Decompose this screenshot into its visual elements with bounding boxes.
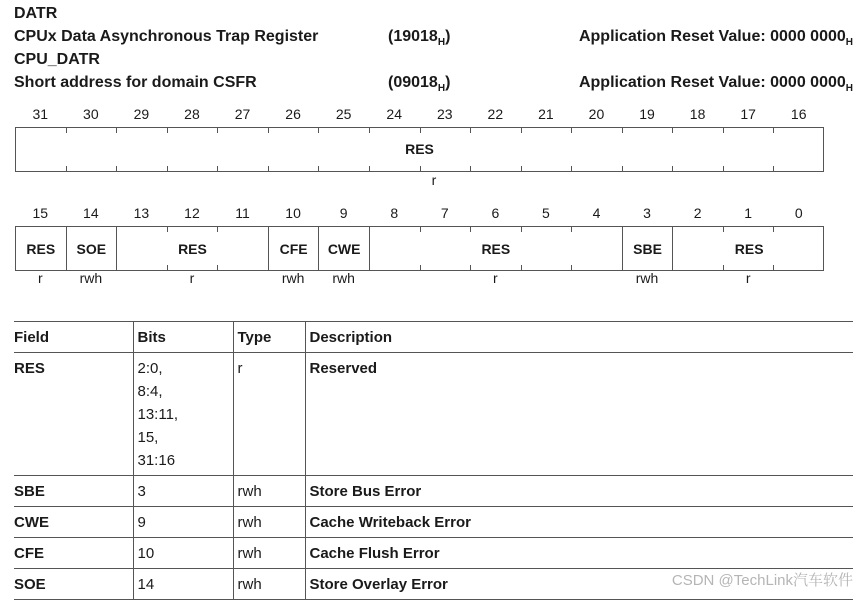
header-description: Description	[305, 322, 853, 353]
bit-number: 15	[32, 205, 49, 221]
bits-range: 10	[137, 545, 155, 562]
bit-tick	[672, 166, 673, 171]
bit-number: 30	[83, 106, 99, 122]
bit-number: 4	[592, 205, 601, 221]
bit-number: 1	[744, 205, 753, 221]
cell-type: rwh	[233, 507, 305, 538]
register-short-name: DATR	[14, 5, 58, 22]
upper-field-res: RES	[405, 141, 434, 157]
bit-number: 24	[386, 106, 402, 122]
bit-number: 11	[235, 205, 250, 221]
bit-tick	[420, 265, 421, 270]
bit-tick	[167, 227, 168, 232]
bit-number: 31	[32, 106, 49, 122]
register-alias-name: CPU_DATR	[14, 51, 100, 68]
field-soe: SOE	[67, 227, 118, 270]
bit-tick	[369, 166, 370, 171]
header-field: Field	[14, 322, 133, 353]
table-row	[14, 476, 853, 507]
bit-number: 29	[133, 106, 150, 122]
cell-description: Cache Flush Error	[305, 538, 853, 569]
bit-tick	[622, 166, 623, 171]
bits-range: 3	[137, 483, 146, 500]
register-address: $(19018_H)$	[388, 28, 451, 49]
field-cwe: CWE	[319, 227, 370, 270]
bit-tick	[773, 166, 774, 171]
bit-number: 12	[184, 205, 200, 221]
bit-number: 9	[339, 205, 348, 221]
bit-tick	[318, 128, 319, 133]
table-row	[14, 507, 853, 538]
cell-type: rwh	[233, 569, 305, 600]
bits-range: 2:0,	[137, 360, 163, 377]
bit-number: 13	[133, 205, 150, 221]
cell-bits	[133, 569, 233, 600]
bit-tick	[420, 227, 421, 232]
bit-tick	[369, 128, 370, 133]
bit-tick	[723, 166, 724, 171]
bit-tick	[571, 227, 572, 232]
bit-tick	[723, 227, 724, 232]
bits-range: 15,	[137, 429, 159, 446]
bit-tick	[420, 128, 421, 133]
bit-tick	[318, 166, 319, 171]
bit-number: 19	[639, 106, 655, 122]
field-access: r	[37, 270, 43, 286]
bit-number: 27	[234, 106, 251, 122]
register-alias-reset-value: Application Reset Value: 0000 $0000_H$	[578, 74, 853, 95]
bit-tick	[571, 265, 572, 270]
header-bits: Bits	[133, 322, 233, 353]
field-access: r	[493, 270, 498, 286]
bits-range: 31:16	[137, 452, 176, 469]
cell-bits	[133, 353, 233, 476]
bit-tick	[521, 227, 522, 232]
bits-range: 13:11,	[137, 406, 179, 423]
bit-tick	[571, 128, 572, 133]
bit-number: 18	[689, 106, 706, 122]
bit-tick	[521, 128, 522, 133]
bit-tick	[773, 227, 774, 232]
bit-tick	[217, 166, 218, 171]
table-row	[14, 538, 853, 569]
lower-register-box	[15, 226, 824, 271]
field-res: RES	[117, 227, 269, 270]
field-access: rwh	[79, 270, 103, 286]
cell-description: Cache Writeback Error	[305, 507, 853, 538]
cell-type: rwh	[233, 476, 305, 507]
bits-range: 8:4,	[137, 383, 163, 400]
field-res: RES	[16, 227, 67, 270]
field-access: rwh	[281, 270, 305, 286]
table-row	[14, 353, 853, 476]
bit-number: 14	[83, 205, 99, 221]
field-res: RES	[370, 227, 623, 270]
table-header-row	[14, 322, 853, 353]
bit-tick	[521, 166, 522, 171]
header-type: Type	[233, 322, 305, 353]
cell-description: Store Overlay Error	[305, 569, 853, 600]
cell-type: rwh	[233, 538, 305, 569]
field-sbe: SBE	[623, 227, 674, 270]
bit-number: 23	[436, 106, 453, 122]
bit-number: 8	[390, 205, 399, 221]
bit-number: 16	[790, 106, 807, 122]
bit-number: 25	[335, 106, 352, 122]
bit-tick	[672, 128, 673, 133]
bit-tick	[268, 128, 269, 133]
cell-bits	[133, 476, 233, 507]
bit-number: 22	[487, 106, 504, 122]
upper-field-access: r	[431, 172, 437, 188]
bit-tick	[217, 227, 218, 232]
bit-tick	[571, 166, 572, 171]
field-table	[14, 321, 853, 600]
bit-number: 0	[794, 205, 803, 221]
bit-tick	[217, 128, 218, 133]
field-cfe: CFE	[269, 227, 320, 270]
bit-tick	[723, 128, 724, 133]
field-res: RES	[734, 240, 764, 257]
bits-range: 9	[137, 514, 146, 531]
bit-number: 7	[440, 205, 449, 221]
register-full-name: CPUx Data Asynchronous Trap Register	[14, 28, 319, 45]
bit-number: 6	[491, 205, 500, 221]
field-access: r	[189, 270, 195, 286]
cell-type: r	[233, 353, 305, 476]
cell-field: SBE	[14, 476, 133, 507]
register-reset-value: Application Reset Value: 0000 $0000_H$	[578, 28, 853, 49]
bit-tick	[773, 128, 774, 133]
upper-register-box	[15, 127, 824, 172]
cell-field: CWE	[14, 507, 133, 538]
cell-description: Reserved	[305, 353, 853, 476]
bit-tick	[268, 166, 269, 171]
bit-number: 3	[643, 205, 651, 221]
bit-number: 17	[740, 106, 756, 122]
bits-range: 14	[137, 576, 155, 593]
bit-tick	[420, 166, 421, 171]
cell-field: CFE	[14, 538, 133, 569]
bit-number: 28	[184, 106, 200, 122]
cell-bits	[133, 538, 233, 569]
bit-number: 2	[693, 205, 702, 221]
bit-tick	[167, 128, 168, 133]
field-access: r	[745, 270, 751, 286]
bit-tick	[116, 166, 117, 171]
cell-field: RES	[14, 353, 133, 476]
cell-description: Store Bus Error	[305, 476, 853, 507]
watermark: CSDN @TechLink汽车软件	[671, 572, 853, 589]
bit-tick	[66, 128, 67, 133]
cell-field: SOE	[14, 569, 133, 600]
bit-tick	[470, 227, 471, 232]
bit-number: 21	[538, 106, 554, 122]
bit-tick	[470, 166, 471, 171]
bit-number: 5	[542, 205, 550, 221]
field-access: rwh	[635, 270, 659, 286]
bit-tick	[622, 128, 623, 133]
register-short-address: $(09018_H)$	[388, 74, 451, 95]
bit-number: 26	[285, 106, 301, 122]
cell-bits	[133, 507, 233, 538]
bit-tick	[470, 128, 471, 133]
bit-number: 10	[285, 205, 301, 221]
register-alias-description: Short address for domain CSFR	[14, 74, 257, 91]
field-access: rwh	[332, 270, 355, 286]
bit-tick	[116, 128, 117, 133]
bit-number: 20	[588, 106, 605, 122]
bit-tick	[66, 166, 67, 171]
bit-tick	[167, 166, 168, 171]
